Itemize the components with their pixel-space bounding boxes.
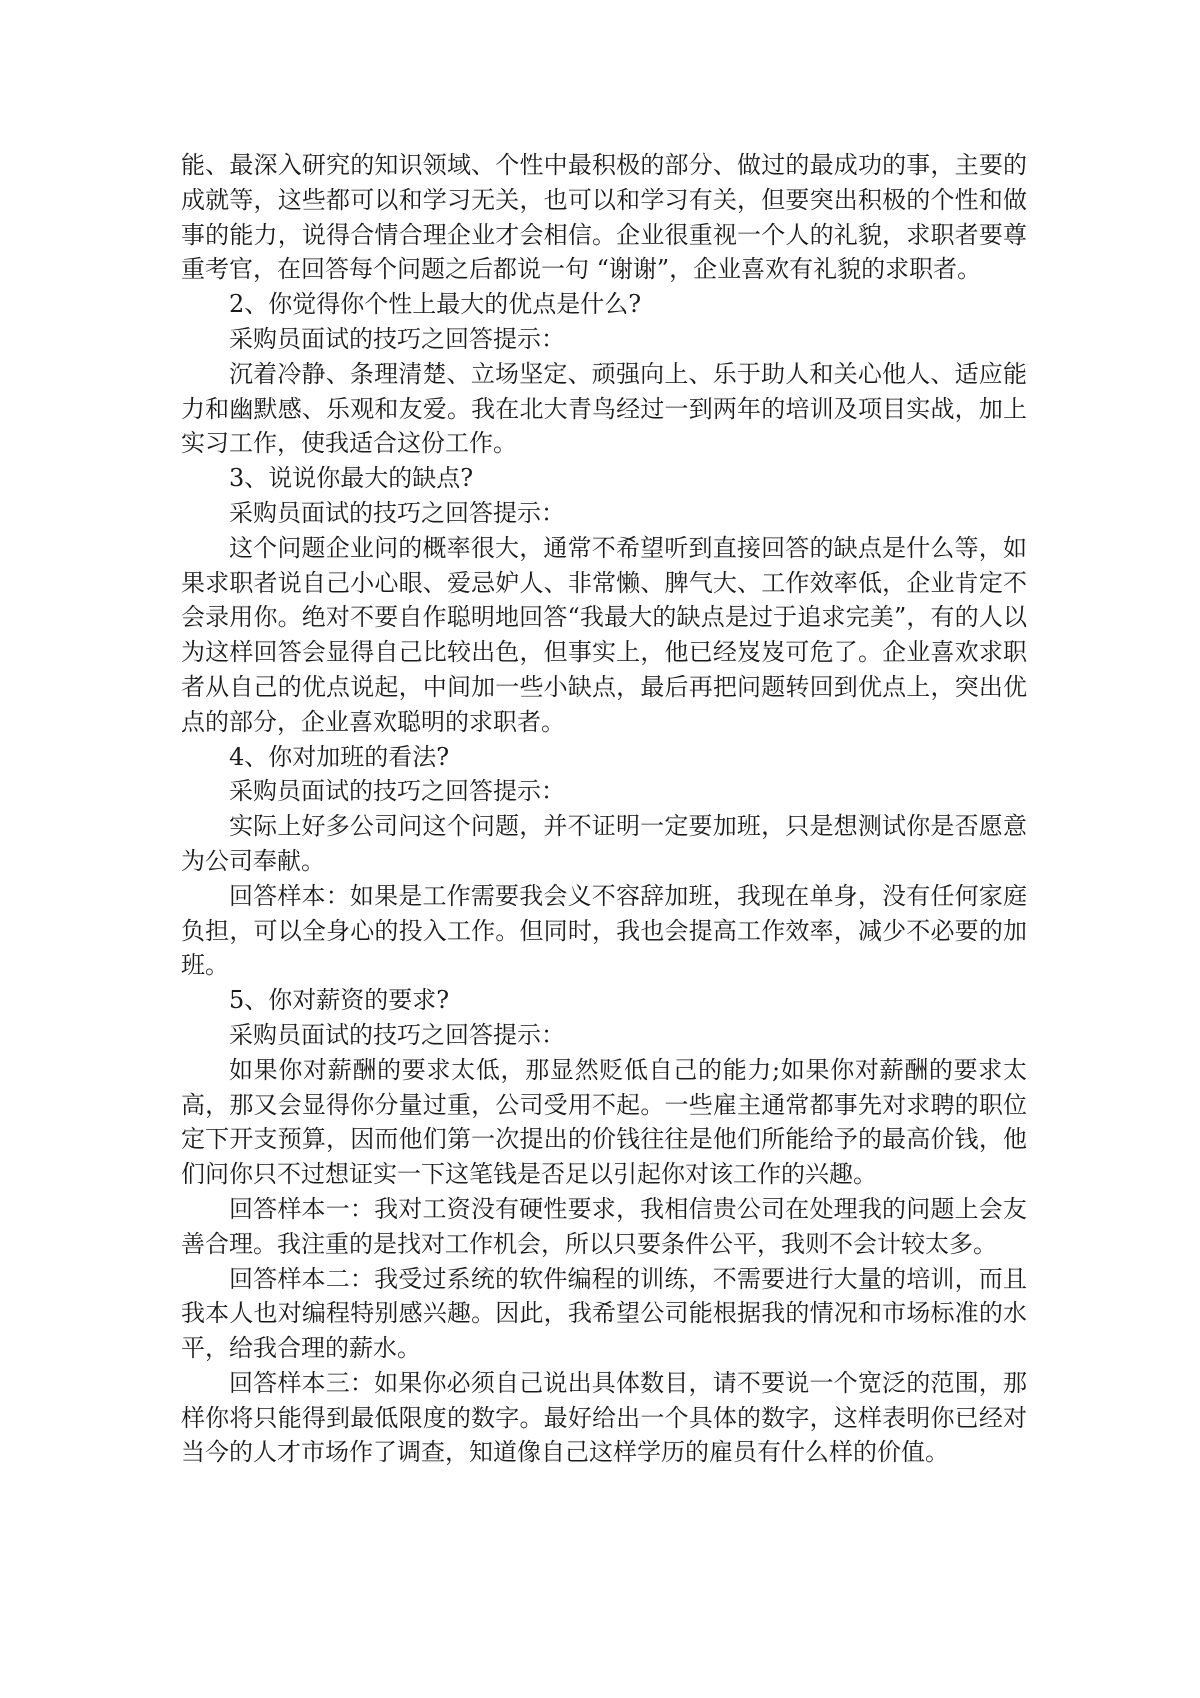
document-body xyxy=(181,148,1027,1470)
paragraph-salary-sample-1: 回答样本一：我对工资没有硬性要求，我相信贵公司在处理我的问题上会友善合理。我注重的是找对工作机会，所以只要条件公平，我则不会计较太多。 xyxy=(181,1194,1027,1258)
question-heading-4: 4、你对加班的看法? xyxy=(229,742,450,771)
answer-tip-label: 采购员面试的技巧之回答提示： xyxy=(229,1020,565,1049)
paragraph-salary-sample-3: 回答样本三：如果你必须自己说出具体数目，请不要说一个宽泛的范围，那样你将只能得到最低限度的数字。最好给出一个具体的数字，这样表明你已经对当今的人才市场作了调查，知道像自己这样学历的雇员有什么样的价值。 xyxy=(181,1368,1027,1467)
question-heading-5: 5、你对薪资的要求? xyxy=(229,986,450,1015)
answer-tip-label: 采购员面试的技巧之回答提示： xyxy=(229,324,565,353)
paragraph-overtime-sample: 回答样本：如果是工作需要我会义不容辞加班，我现在单身，没有任何家庭负担，可以全身心的投入工作。但同时，我也会提高工作效率，减少不必要的加班。 xyxy=(181,881,1027,980)
paragraph-strengths: 沉着冷静、条理清楚、立场坚定、顽强向上、乐于助人和关心他人、适应能力和幽默感、乐观和友爱。我在北大青鸟经过一到两年的培训及项目实战，加上实习工作，使我适合这份工作。 xyxy=(181,359,1027,458)
answer-tip-label: 采购员面试的技巧之回答提示： xyxy=(229,498,565,527)
paragraph-continuation: 能、最深入研究的知识领域、个性中最积极的部分、做过的最成功的事，主要的成就等，这些都可以和学习无关，也可以和学习有关，但要突出积极的个性和做事的能力，说得合情合理企业才会相信。企业很重视一个人的礼貌，求职者要尊重考官，在回答每个问题之后都说一句 “谢谢”，企业喜欢有礼貌的求职者。 xyxy=(181,151,1027,284)
paragraph-salary: 如果你对薪酬的要求太低，那显然贬低自己的能力;如果你对薪酬的要求太高，那又会显得你分量过重，公司受用不起。一些雇主通常都事先对求聘的职位定下开支预算，因而他们第一次提出的价钱往往是他们所能给予的最高价钱，他们问你只不过想证实一下这笔钱是否足以引起你对该工作的兴趣。 xyxy=(181,1055,1027,1189)
question-heading-3: 3、说说你最大的缺点? xyxy=(229,464,474,493)
paragraph-overtime: 实际上好多公司问这个问题，并不证明一定要加班，只是想测试你是否愿意为公司奉献。 xyxy=(181,812,1027,875)
paragraph-weaknesses: 这个问题企业问的概率很大，通常不希望听到直接回答的缺点是什么等，如果求职者说自己小心眼、爱忌妒人、非常懒、脾气大、工作效率低，企业肯定不会录用你。绝对不要自作聪明地回答“我最大的缺点是过于追求完美”，有的人以为这样回答会显得自己比较出色，但事实上，他已经岌岌可危了。企业喜欢求职者从自己的优点说起，中间加一些小缺点，最后再把问题转回到优点上，突出优点的部分，企业喜欢聪明的求职者。 xyxy=(181,533,1027,736)
answer-tip-label: 采购员面试的技巧之回答提示： xyxy=(229,777,565,806)
question-heading-2: 2、你觉得你个性上最大的优点是什么? xyxy=(229,290,642,319)
paragraph-salary-sample-2: 回答样本二：我受过系统的软件编程的训练，不需要进行大量的培训，而且我本人也对编程特别感兴趣。因此，我希望公司能根据我的情况和市场标准的水平，给我合理的薪水。 xyxy=(181,1264,1027,1363)
